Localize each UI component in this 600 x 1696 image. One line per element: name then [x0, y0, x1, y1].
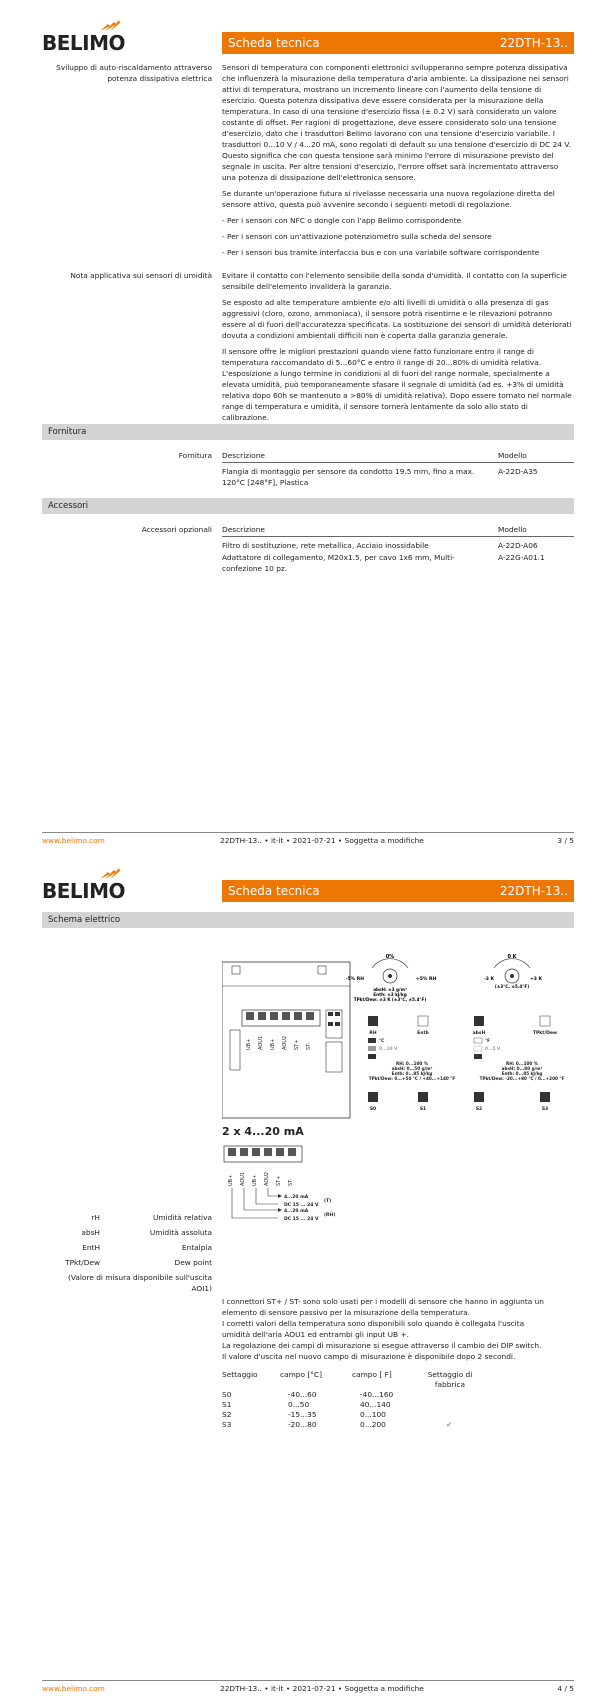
svg-text:absH: ±3 g/m³: absH: ±3 g/m³	[373, 987, 407, 992]
terminal-label: ST-	[306, 1042, 312, 1050]
accessories-table: Descrizione Modello Filtro di sostituzione, rete metallica, Acciaio inossidabile A-22D-A06 Adattatore di collegamento, M20x1.5, per cavo 1x6 mm, Multi-confezione 10 pz. A-22G-A01.1	[222, 524, 574, 576]
table-row: Flangia di montaggio per sensore da condotto 19.5 mm, fino a max. 120°C [248°F], Plastica A-22D-A35	[222, 467, 538, 487]
svg-text:+5% RH: +5% RH	[416, 977, 437, 982]
mount-hole	[318, 966, 326, 974]
output-diagram	[222, 1124, 422, 1222]
connector-pins	[230, 1030, 240, 1070]
svg-text:4...20 mA: 4...20 mA	[284, 1209, 309, 1214]
header-banner	[222, 32, 574, 54]
terminal-label: AOU2	[282, 1035, 288, 1050]
svg-text:0 K: 0 K	[507, 954, 517, 960]
self-heating-label: Sviluppo di auto-riscaldamento attraverso potenza dissipativa elettrica	[56, 63, 212, 83]
setting-label: S0	[369, 1107, 377, 1112]
svg-text:°F: °F	[485, 1038, 490, 1043]
mount-hole	[232, 966, 240, 974]
page-number: 3 / 5	[557, 836, 574, 845]
humidity-text: Evitare il contatto con l'elemento sensibile della sonda d'umidità. Il contatto con la superficie sensibile dell'elemento invaliderà la garanzia. Se esposto ad alte temperature ambiente e/o alti livelli di umidità o alla presenza di gas aggressivi (cloro, ozono, ammoniaca), il sensore potrà risentirne e le rilevazioni potranno essere al di fuori dell'accuratezza specificata. La sostituzione dei sensori di umidità deteriorati dovuta a condizioni ambientali difficili non è coperta dalla garanzia generale. Il sensore offre le migliori prestazioni quando viene fatto funzionare entro il range di temperatura raccomandato di 5...60°C e entro il range di 20...80% di umidità relativa. L'esposizione a lungo termine in condizioni al di fuori del range normale, specialmente a elevata umidità, può temporaneamente sfasare il segnale di umidità (ad es. +3% di umidità relativa dopo 60h se mantenuto a >80% di umidità relativa). Dopo essere tornato nel normale range di temperatura e umidità, il sensore tornerà lentamente da solo allo stato di calibrazione.	[222, 271, 572, 422]
table-row: S3 -20...80 0...200 ✔	[222, 1420, 453, 1429]
mode-label: TPkt/Dew	[532, 1031, 558, 1036]
table-row: Adattatore di collegamento, M20x1.5, per cavo 1x6 mm, Multi-confezione 10 pz. A-22G-A01.1	[222, 553, 545, 573]
svg-text:(RH): (RH)	[324, 1213, 336, 1218]
delivery-section-bar: Fornitura	[42, 424, 574, 440]
setting-label: S1	[419, 1107, 427, 1112]
table-row: S2 -15...35 0...100	[222, 1410, 386, 1419]
mode-label: absH	[472, 1031, 486, 1036]
mode-label: RH	[369, 1031, 377, 1036]
svg-text:TPkt/Dew: -20...+80 °C / 0...+: TPkt/Dew: -20...+80 °C / 0...+200 °F	[479, 1076, 565, 1081]
footer: www.belimo.com 22DTH-13.. • it-it • 2021-07-21 • Soggetta a modifiche 4 / 5	[42, 1680, 574, 1696]
page-4: BELIMO Scheda tecnica 22DTH-13.. Schema elettrico UB+ AOU1 UB+ AOU2 ST+ ST- 0% -5% RH +5% RH absH: ±3 g/m³ Enth: ±3 kJ/kg TPkt/Dew: ±3 K (±3°C, ±5.4°F) 0 K -3 K +3 K (±3°C, ±5.4°F) RH Enth absH TPkt/Dew °C 0...10 V °F 0...5 V RH: 0...100 % absH: 0...50 g/m³ Enth: 0...85 kJ/kg TPkt/Dew: 0...+50 °C / +40...+140 °F RH: 0...100 % absH: 0...80 g/m³ Enth: 0...85 kJ/kg TPkt/Dew: -20...+80 °C / 0...+200 °F S0 S1 S2 S3 2 x 4...20 mA UB+ AOU1 UB+ AOU2 ST+ ST- 4...20 mA DC 15 ... 24 V (T) 4...20 mA DC 15 ... 24 V (RH) rH Umidità relativa absH Umidità assoluta EntH Entalpia TPkt/Dew Dew point (Valore di misura disponibile sull'uscita AOI1) I connettori ST+ / ST- sono solo usati per i modelli di sensore che hanno in aggiunta un elemento di sensore passivo per la misurazione della temperatura. I corretti valori della temperatura sono disponibili solo quando è collegata l'uscita umidità dell'aria AOU1 ed entrambi gli input UB +. La regolazione dei campi di misurazione si esegue attraverso il cambio dei DIP switch. Il valore d'uscita nel nuovo campo di misurazione è disponibile dopo 2 secondi. Settaggio campo [°C] campo [ F] Settaggio di fabbrica S0 -40...60 -40...160 S1 0...50 40...140 S2 -15...35 0...100 S3 -20...80 0...200 ✔ www.belimo.com 22DTH-13.. • it-it • 2021-07-21 • Soggetta a modifiche 4 / 5	[0, 848, 600, 1696]
doc-type: Scheda tecnica	[228, 884, 320, 898]
svg-text:4...20 mA: 4...20 mA	[284, 1195, 309, 1200]
svg-text:TPkt/Dew: ±3 K (±3°C, ±5.4°F): TPkt/Dew: ±3 K (±3°C, ±5.4°F)	[353, 997, 427, 1002]
humidity-label: Nota applicativa sui sensori di umidità	[70, 271, 212, 280]
setting-label: S2	[475, 1107, 483, 1112]
dip-switch-block	[326, 1042, 342, 1072]
table-row: S1 0...50 40...140	[222, 1400, 391, 1409]
svg-text:0...5 V: 0...5 V	[485, 1046, 501, 1051]
svg-text:TPkt/Dew: 0...+50 °C / +40...+: TPkt/Dew: 0...+50 °C / +40...+140 °F	[368, 1076, 456, 1081]
accessories-label: Accessori opzionali	[141, 525, 212, 534]
svg-text:-5% RH: -5% RH	[345, 977, 364, 982]
svg-text:DC 15 ... 24 V: DC 15 ... 24 V	[284, 1217, 319, 1222]
range-table-header: Settaggio campo [°C] campo [ F] Settaggio di fabbrica	[222, 1370, 473, 1389]
svg-text:RH: 0...100 %: RH: 0...100 %	[396, 1061, 428, 1066]
doc-type: Scheda tecnica	[228, 36, 320, 50]
wiring-notes: I connettori ST+ / ST- sono solo usati per i modelli di sensore che hanno in aggiunta un elemento di sensore passivo per la misurazione della temperatura. I corretti valori della temperatura sono disponibili solo quando è collegata l'uscita umidità dell'aria AOU1 ed entrambi gli input UB +. La regolazione dei campi di misurazione si esegue attraverso il cambio dei DIP switch. Il valore d'uscita nel nuovo campo di misurazione è disponibile dopo 2 secondi.	[222, 1297, 544, 1361]
svg-text:absH: 0...50 g/m³: absH: 0...50 g/m³	[391, 1066, 433, 1071]
svg-text:absH: 0...80 g/m³: absH: 0...80 g/m³	[501, 1066, 543, 1071]
terminal-label: AOU1	[258, 1035, 264, 1050]
svg-text:Enth: 0...85 kJ/kg: Enth: 0...85 kJ/kg	[501, 1071, 543, 1076]
output-title: 2 x 4...20 mA	[222, 1125, 304, 1138]
svg-text:0...10 V: 0...10 V	[379, 1046, 398, 1051]
svg-text:UB+: UB+	[252, 1174, 258, 1186]
svg-text:+3 K: +3 K	[530, 977, 542, 982]
svg-text:Enth: 0...85 kJ/kg: Enth: 0...85 kJ/kg	[391, 1071, 433, 1076]
rh-trim-dial	[346, 954, 437, 1002]
checkmark-icon: ✔	[446, 1420, 453, 1429]
website-link[interactable]: www.belimo.com	[42, 836, 105, 845]
svg-text:AOU1: AOU1	[240, 1171, 246, 1186]
svg-text:-3 K: -3 K	[483, 977, 494, 982]
delivery-label: Fornitura	[178, 451, 212, 460]
svg-text:DC 15 ... 24 V: DC 15 ... 24 V	[284, 1203, 319, 1208]
accessories-section-bar: Accessori	[42, 498, 574, 514]
self-heating-text: Sensori di temperatura con componenti elettronici svilupperanno sempre potenza dissipativa che influenzerà la misurazione della temperatura d'aria ambiente. La dissipazione nei sensori attivi di temperatura, mostrano un incremento lineare con l'aumento della tensione di esercizio. Questa potenza dissipativa deve essere considerata per la misurazione della temperatura. In caso di una tensione d'esercizio fissa (± 0.2 V) sarà considerato un valore costante di offset. Per ragioni di progettazione, deve essere considerato solo una tensione d'esercizio, dato che i trasduttori Belimo lavorano con una tensione d'esercizio variabile. I trasduttori 0...10 V / 4...20 mA, sono regolati di default su una tensione d'esercizio di DC 24 V. Questo significa che con questa tensione sarà minimo l'errore di misurazione previsto del segnale in uscita. Per altre tensioni d'esercizio, l'errore offset sarà incrementato attraverso una potenza di dissipazione dell'elettronica sensore. Se durante un'operazione futura si rivelasse necessaria una nuova regolazione diretta del sensore attivo, questa può avvenire secondo i seguenti metodi di regolazione. - Per i sensori con NFC o dongle con l'app Belimo corrispondente - Per i sensori con un'attivazione potenziometro sulla scheda del sensore - Per i sensori bus tramite interfaccia bus e con una variabile software corrispondente	[222, 63, 571, 257]
table-row: Filtro di sostituzione, rete metallica, Acciaio inossidabile A-22D-A06	[222, 541, 538, 550]
page-number: 4 / 5	[557, 1684, 574, 1693]
svg-text:Enth: ±3 kJ/kg: Enth: ±3 kJ/kg	[373, 992, 407, 997]
svg-text:(T): (T)	[324, 1199, 332, 1204]
svg-text:(±3°C, ±5.4°F): (±3°C, ±5.4°F)	[494, 984, 530, 989]
belimo-flame-icon	[98, 20, 120, 32]
svg-text:RH: 0...100 %: RH: 0...100 %	[506, 1061, 538, 1066]
svg-text:0%: 0%	[385, 954, 395, 960]
model-code: 22DTH-13..	[499, 884, 568, 898]
website-link[interactable]: www.belimo.com	[42, 1684, 105, 1693]
svg-text:UB+: UB+	[228, 1174, 234, 1186]
belimo-flame-icon	[98, 868, 120, 880]
mode-label: Enth	[417, 1031, 429, 1036]
belimo-logo: BELIMO	[42, 874, 120, 900]
terminal-label: ST+	[294, 1039, 300, 1050]
delivery-table: Descrizione Modello Flangia di montaggio per sensore da condotto 19.5 mm, fino a max. 120°C [248°F], Plastica A-22D-A35	[222, 450, 574, 490]
wiring-diagram	[222, 950, 574, 1120]
terminal-label: UB+	[270, 1038, 276, 1050]
footer: www.belimo.com 22DTH-13.. • it-it • 2021-07-21 • Soggetta a modifiche 3 / 5	[42, 832, 574, 848]
terminal-label: UB+	[246, 1038, 252, 1050]
setting-label: S3	[541, 1107, 549, 1112]
svg-text:ST-: ST-	[288, 1178, 294, 1186]
temp-trim-dial	[484, 954, 543, 989]
terminal-block	[242, 1010, 320, 1026]
svg-text:ST+: ST+	[276, 1175, 282, 1186]
svg-text:AOU2: AOU2	[264, 1171, 270, 1186]
legend-note: (Valore di misura disponibile sull'uscita AOI1)	[67, 1273, 212, 1293]
belimo-logo: BELIMO	[42, 26, 120, 52]
range-table	[222, 1370, 482, 1430]
table-row: S0 -40...60 -40...160	[222, 1390, 394, 1399]
svg-text:°C: °C	[379, 1038, 385, 1043]
wiring-section-bar: Schema elettrico	[42, 912, 574, 928]
header-banner	[222, 880, 574, 902]
model-code: 22DTH-13..	[499, 36, 568, 50]
